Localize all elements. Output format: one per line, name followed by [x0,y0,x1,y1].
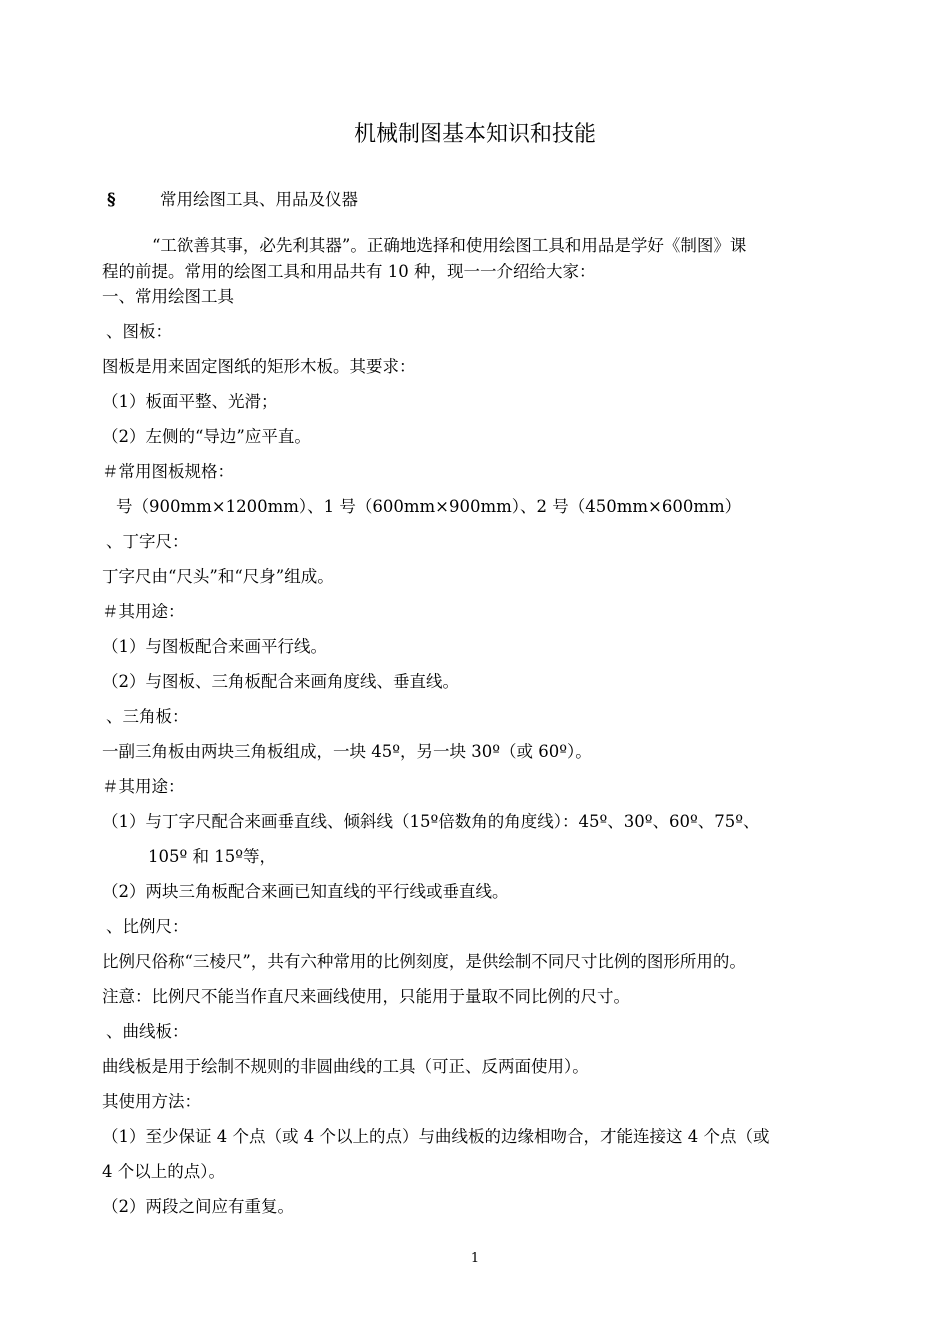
section-mark: § [107,190,116,209]
heading-drawing-tools: 一、常用绘图工具 [102,287,234,306]
t-square-use-heading: ＃其用途： [102,602,185,621]
french-curve-method-2: （2）两段之间应有重复。 [102,1197,294,1216]
french-curve-description: 曲线板是用于绘制不规则的非圆曲线的工具（可正、反两面使用）。 [102,1057,589,1076]
board-requirement-2: （2）左侧的“导边”应平直。 [102,427,311,446]
section-title: 常用绘图工具、用品及仪器 [160,190,358,209]
heading-drawing-board: 、图板： [106,322,172,341]
scale-ruler-description: 比例尺俗称“三棱尺”，共有六种常用的比例刻度，是供绘制不同尺寸比例的图形所用的。 [102,952,746,971]
board-spec-sizes: 号（900mm×1200mm）、1 号（600mm×900mm）、2 号（450mm×600mm） [116,497,742,516]
triangle-use-2: （2）两块三角板配合来画已知直线的平行线或垂直线。 [102,882,509,901]
t-square-use-2: （2）与图板、三角板配合来画角度线、垂直线。 [102,672,459,691]
page-number: 1 [470,1251,480,1266]
triangle-description: 一副三角板由两块三角板组成，一块 45º，另一块 30º（或 60º）。 [102,742,592,761]
intro-paragraph-line-1: “工欲善其事，必先利其器”。正确地选择和使用绘图工具和用品是学好《制图》课 [152,236,747,255]
triangle-use-heading: ＃其用途： [102,777,185,796]
heading-triangle: 、三角板： [106,707,189,726]
scale-ruler-note: 注意：比例尺不能当作直尺来画线使用，只能用于量取不同比例的尺寸。 [102,987,630,1006]
heading-french-curve: 、曲线板： [106,1022,189,1041]
document-title: 机械制图基本知识和技能 [353,122,596,147]
french-curve-method-1: （1）至少保证 4 个点（或 4 个以上的点）与曲线板的边缘相吻合，才能连接这 4 个点（或 [102,1127,770,1146]
intro-paragraph-line-2: 程的前提。常用的绘图工具和用品共有 10 种，现一一介绍给大家： [102,262,596,281]
french-curve-method-heading: 其使用方法： [102,1092,201,1111]
board-spec-heading: ＃常用图板规格： [102,462,234,481]
heading-scale-ruler: 、比例尺： [106,917,189,936]
heading-t-square: 、丁字尺： [106,532,189,551]
triangle-use-1-continued: 105º 和 15º等， [148,847,276,866]
t-square-use-1: （1）与图板配合来画平行线。 [102,637,327,656]
triangle-use-1: （1）与丁字尺配合来画垂直线、倾斜线（15º倍数角的角度线）：45º、30º、60º、75º、 [102,812,760,831]
french-curve-method-1-continued: 4 个以上的点）。 [102,1162,225,1181]
board-requirement-1: （1）板面平整、光滑； [102,392,278,411]
t-square-description: 丁字尺由“尺头”和“尺身”组成。 [102,567,334,586]
board-description: 图板是用来固定图纸的矩形木板。其要求： [102,357,416,376]
